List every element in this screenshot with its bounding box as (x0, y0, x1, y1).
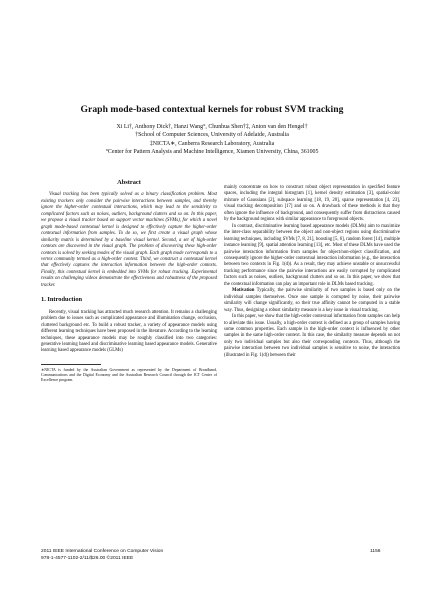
right-column (224, 185, 400, 359)
author-names: Xi Li†, Anthony Dick†, Hanzi Wang°, Chunhua Shen†‡, Anton van den Hengel† (116, 124, 308, 130)
abstract-heading: Abstract (117, 179, 141, 186)
introduction-heading: 1. Introduction (41, 296, 83, 304)
page-number: 1156 (370, 549, 381, 554)
footnote-divider (41, 364, 101, 365)
motivation-paragraph (224, 288, 400, 314)
left-column (41, 180, 217, 383)
page-footer (41, 549, 163, 562)
footnote: ∗NICTA is funded by the Australian Government as represented by the Department of Broadband, Communications and the Digital Economy and the Australian Research Council through the ICT Center of Excellence program. (41, 367, 217, 383)
right-paragraph-4: In this paper, we show that the high-order contextual information from samples can help to alleviate this issue. Usually, a high-order context is defined as a group of samples having some common properties. Each sample in the high-order context is influenced by other samples in the same high-order context. In this case, the similarity measure depends on not only two individual samples but also their corresponding contexts. Thus, although the pairwise interaction between two individual samples is sensitive to noise, the interaction (illustrated in Fig. 1(d)) between their (224, 314, 400, 358)
intro-paragraph-1: Recently, visual tracking has attracted much research attention. It remains a challenging problem due to issues such as complicated appearance and illumination change, occlusion, cluttered background etc. To build a robust tracker, a variety of appearance models using different learning techniques have been proposed in the literature. According to the learning techniques, these appearance models may be roughly classified into two categories: generative learning based and discriminative learning based appearance models. Generative learning based appearance models (GLMs) (41, 309, 217, 354)
affiliation-1: †School of Computer Sciences, University of Adelaide, Australia (135, 132, 289, 139)
conference-name: 2011 IEEE International Conference on Computer Vision (41, 549, 164, 554)
author-block (0, 123, 424, 156)
motivation-label: Motivation (232, 288, 255, 294)
abstract-text: Visual tracking has been typically solved as a binary classification problem. Most existing trackers only consider the pairwise interactions between samples, and thereby ignore the higher-order contextual interactions, which may lead to the sensitivity to complicated factors such as noises, outliers, background clutters and so on. In this paper, we propose a visual tracker based on support vector machines (SVMs), for which a novel graph mode-based contextual kernel is designed to effectively capture the higher-order contextual information from samples. To do so, we first create a visual graph whose similarity matrix is determined by a baseline visual kernel. Second, a set of high-order contexts are discovered in the visual graph. The problem of discovering these high-order contexts is solved by seeking modes of the visual graph. Each graph mode corresponds to a vertex community termed as a high-order context. Third, we construct a contextual kernel that effectively captures the interaction information between the high-order contexts. Finally, this contextual kernel is embedded into SVMs for robust tracking. Experimental results on challenging videos demonstrate the effectiveness and robustness of the proposed tracker. (41, 192, 217, 288)
isbn-line: 978-1-4577-1102-2/11/$26.00 ©2011 IEEE (41, 555, 134, 561)
paper-title: Graph mode-based contextual kernels for robust SVM tracking (80, 104, 344, 115)
right-paragraph-2: In contrast, discriminative learning based appearance models (DLMs) aim to maximize the inter-class separability between the object and non-object regions using discriminative learning techniques, including SVMs [7, 8, 21], boosting [5, 6], random forest [14], multiple instance learning [9], spatial attention learning [13], etc. Most of these DLMs have used the pairwise interaction information from samples for object/non-object classification, and consequently ignore the higher-order contextual interaction information (e.g., the interaction between two contexts in Fig. 1(d)). As a result, they may achieve unstable or unsuccessful tracking performance since the pairwise interactions are easily corrupted by complicated factors such as noises, outliers, background clutters and so on. In this paper, we show that the contextual information can play an important role in DLMs based tracking. (224, 223, 400, 287)
affiliation-3: °Center for Pattern Analysis and Machine Intelligence, Xiamen University, China, 361005 (105, 148, 319, 155)
right-paragraph-1: mainly concentrate on how to construct robust object representation in specified feature spaces, including the integral histogram [1], kernel density estimation [3], spatial-color mixture of Gaussians [2], subspace learning [18, 19, 20], sparse representation [4, 23], visual tracking decomposition [17] and so on. A drawback of these methods is that they often ignore the influence of background, and consequently suffer from distractions caused by the background regions with similar appearance to foreground objects. (224, 185, 400, 223)
motivation-text: Typically, the pairwise similarity of two samples is based only on the individual samples themselves. Once one sample is corrupted by noise, their pairwise similarity will change significantly, so their true affinity cannot be computed in a stable way. Thus, designing a robust similarity measure is a key issue in visual tracking. (224, 288, 400, 313)
affiliation-2: ‡NICTA∗, Canberra Research Laboratory, Australia (149, 140, 275, 147)
